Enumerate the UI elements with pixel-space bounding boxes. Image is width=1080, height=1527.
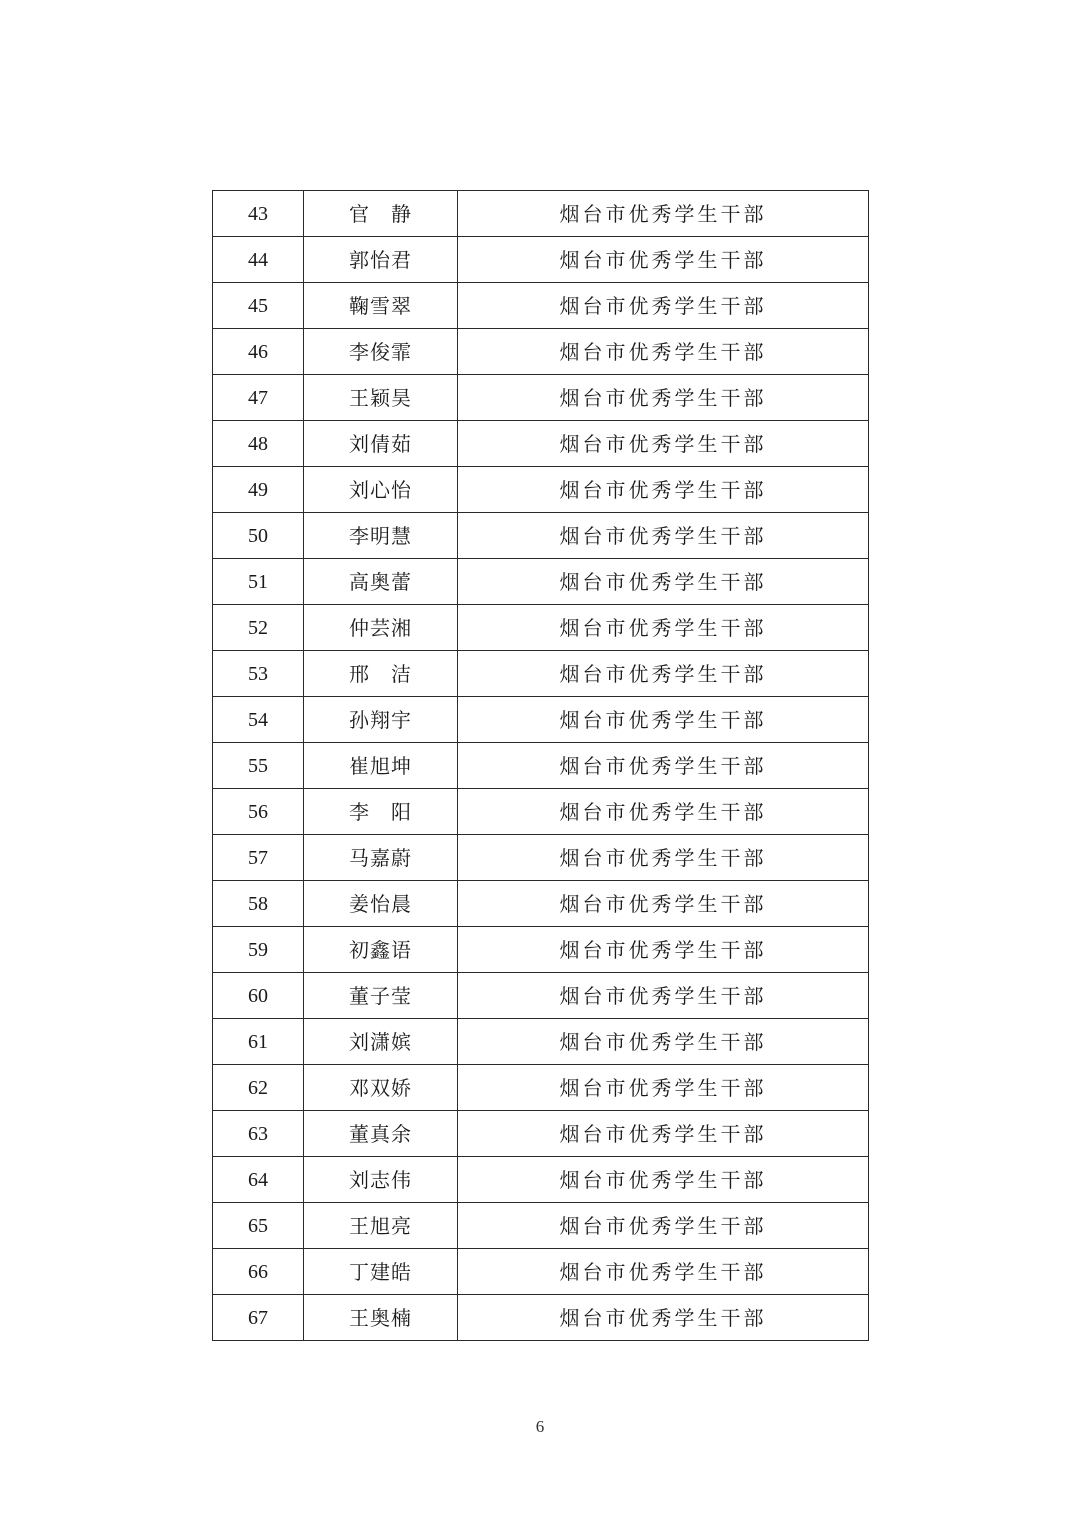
table-row [213, 605, 869, 651]
award-title-cell: 烟台市优秀学生干部 [458, 191, 869, 237]
table-row [213, 927, 869, 973]
table-row [213, 283, 869, 329]
award-title-cell: 烟台市优秀学生干部 [458, 1111, 869, 1157]
row-number-cell: 55 [213, 743, 304, 789]
award-title-cell: 烟台市优秀学生干部 [458, 375, 869, 421]
table-row [213, 559, 869, 605]
table-row [213, 1295, 869, 1341]
row-number-cell: 47 [213, 375, 304, 421]
row-number-cell: 66 [213, 1249, 304, 1295]
table-row [213, 513, 869, 559]
student-name-cell: 鞠雪翠 [304, 283, 458, 329]
row-number-cell: 48 [213, 421, 304, 467]
award-list-body [213, 191, 869, 1341]
student-name-cell: 马嘉蔚 [304, 835, 458, 881]
row-number-cell: 53 [213, 651, 304, 697]
student-name-cell: 邓双娇 [304, 1065, 458, 1111]
table-row [213, 1111, 869, 1157]
row-number-cell: 54 [213, 697, 304, 743]
table-row [213, 191, 869, 237]
award-title-cell: 烟台市优秀学生干部 [458, 927, 869, 973]
student-name-cell: 官 静 [304, 191, 458, 237]
award-list-table [212, 190, 869, 1341]
student-name-cell: 郭怡君 [304, 237, 458, 283]
award-title-cell: 烟台市优秀学生干部 [458, 835, 869, 881]
table-row [213, 1065, 869, 1111]
table-row [213, 789, 869, 835]
table-row [213, 743, 869, 789]
table-row [213, 375, 869, 421]
award-title-cell: 烟台市优秀学生干部 [458, 881, 869, 927]
award-title-cell: 烟台市优秀学生干部 [458, 237, 869, 283]
row-number-cell: 52 [213, 605, 304, 651]
student-name-cell: 刘倩茹 [304, 421, 458, 467]
student-name-cell: 高奥蕾 [304, 559, 458, 605]
student-name-cell: 刘心怡 [304, 467, 458, 513]
row-number-cell: 43 [213, 191, 304, 237]
row-number-cell: 59 [213, 927, 304, 973]
award-title-cell: 烟台市优秀学生干部 [458, 1203, 869, 1249]
award-title-cell: 烟台市优秀学生干部 [458, 1157, 869, 1203]
award-title-cell: 烟台市优秀学生干部 [458, 513, 869, 559]
row-number-cell: 56 [213, 789, 304, 835]
row-number-cell: 44 [213, 237, 304, 283]
award-title-cell: 烟台市优秀学生干部 [458, 329, 869, 375]
row-number-cell: 49 [213, 467, 304, 513]
student-name-cell: 初鑫语 [304, 927, 458, 973]
student-name-cell: 李 阳 [304, 789, 458, 835]
award-title-cell: 烟台市优秀学生干部 [458, 1019, 869, 1065]
table-row [213, 1157, 869, 1203]
row-number-cell: 45 [213, 283, 304, 329]
award-title-cell: 烟台市优秀学生干部 [458, 973, 869, 1019]
row-number-cell: 50 [213, 513, 304, 559]
row-number-cell: 62 [213, 1065, 304, 1111]
row-number-cell: 46 [213, 329, 304, 375]
student-name-cell: 李明慧 [304, 513, 458, 559]
student-name-cell: 刘志伟 [304, 1157, 458, 1203]
row-number-cell: 57 [213, 835, 304, 881]
table-row [213, 467, 869, 513]
row-number-cell: 58 [213, 881, 304, 927]
award-title-cell: 烟台市优秀学生干部 [458, 1249, 869, 1295]
student-name-cell: 王旭亮 [304, 1203, 458, 1249]
student-name-cell: 王奥楠 [304, 1295, 458, 1341]
table-row [213, 697, 869, 743]
student-name-cell: 李俊霏 [304, 329, 458, 375]
student-name-cell: 邢 洁 [304, 651, 458, 697]
award-title-cell: 烟台市优秀学生干部 [458, 1295, 869, 1341]
table-row [213, 973, 869, 1019]
row-number-cell: 64 [213, 1157, 304, 1203]
award-title-cell: 烟台市优秀学生干部 [458, 467, 869, 513]
row-number-cell: 65 [213, 1203, 304, 1249]
award-title-cell: 烟台市优秀学生干部 [458, 283, 869, 329]
award-title-cell: 烟台市优秀学生干部 [458, 421, 869, 467]
table-row [213, 1203, 869, 1249]
table-row [213, 881, 869, 927]
student-name-cell: 姜怡晨 [304, 881, 458, 927]
row-number-cell: 63 [213, 1111, 304, 1157]
table-row [213, 421, 869, 467]
table-row [213, 835, 869, 881]
award-title-cell: 烟台市优秀学生干部 [458, 605, 869, 651]
student-name-cell: 王颖昊 [304, 375, 458, 421]
student-name-cell: 董真余 [304, 1111, 458, 1157]
award-title-cell: 烟台市优秀学生干部 [458, 743, 869, 789]
table-row [213, 1019, 869, 1065]
table-row [213, 651, 869, 697]
student-name-cell: 丁建皓 [304, 1249, 458, 1295]
student-name-cell: 孙翔宇 [304, 697, 458, 743]
row-number-cell: 51 [213, 559, 304, 605]
award-title-cell: 烟台市优秀学生干部 [458, 559, 869, 605]
award-title-cell: 烟台市优秀学生干部 [458, 651, 869, 697]
student-name-cell: 崔旭坤 [304, 743, 458, 789]
award-title-cell: 烟台市优秀学生干部 [458, 1065, 869, 1111]
student-name-cell: 仲芸湘 [304, 605, 458, 651]
row-number-cell: 67 [213, 1295, 304, 1341]
table-row [213, 237, 869, 283]
student-name-cell: 董子莹 [304, 973, 458, 1019]
page-number: 6 [535, 1417, 545, 1436]
row-number-cell: 60 [213, 973, 304, 1019]
student-name-cell: 刘潇嫔 [304, 1019, 458, 1065]
table-row [213, 1249, 869, 1295]
award-title-cell: 烟台市优秀学生干部 [458, 697, 869, 743]
table-row [213, 329, 869, 375]
row-number-cell: 61 [213, 1019, 304, 1065]
award-title-cell: 烟台市优秀学生干部 [458, 789, 869, 835]
